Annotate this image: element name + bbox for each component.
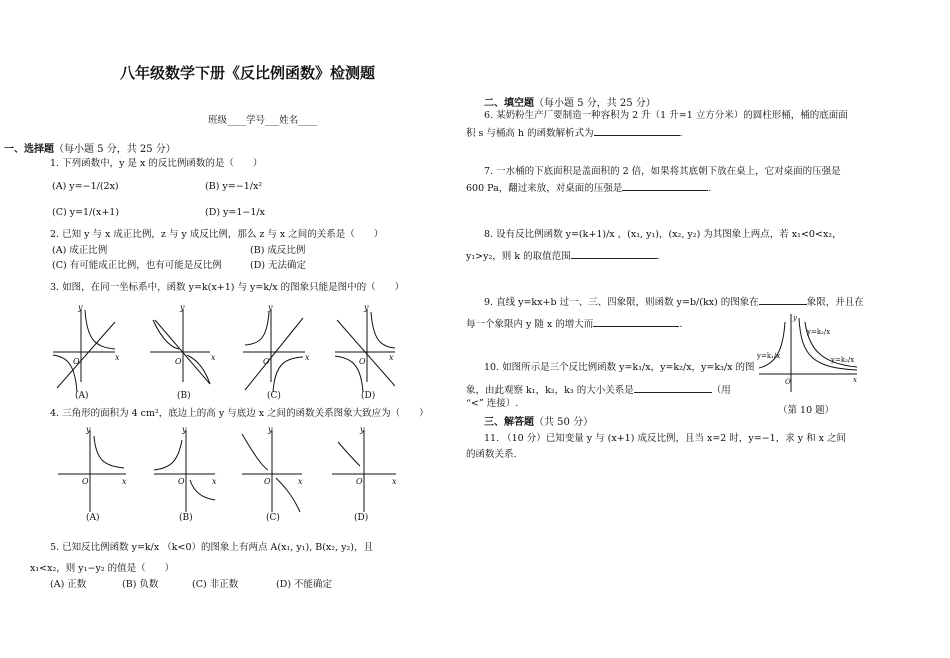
q10-curve-k1 bbox=[759, 322, 785, 368]
q5-option-b[interactable]: (B) 负数 bbox=[122, 579, 159, 590]
q1-option-a[interactable]: (A) y=−1/(2x) bbox=[52, 181, 119, 192]
q6-line1: 6. 某奶粉生产厂要制造一种容积为 2 升（1 升=1 立方分米）的圆柱形桶，桶的底面面 bbox=[484, 110, 848, 121]
q10-line2b: （用 bbox=[711, 385, 731, 396]
section-answer-heading bbox=[484, 413, 593, 428]
q8-answer-blank[interactable] bbox=[571, 248, 657, 259]
q9-line1b: 象限，并且在 bbox=[806, 297, 864, 308]
q3-b-axis-x: x bbox=[211, 353, 216, 362]
q10-fig-caption: （第 10 题） bbox=[778, 405, 835, 416]
q3-label-c: (C) bbox=[267, 391, 281, 400]
q4-graph-a bbox=[58, 430, 126, 512]
q5-option-a[interactable]: (A) 正数 bbox=[50, 579, 87, 590]
q5-line2: x₁<x₂，则 y₁−y₂ 的值是（ ） bbox=[30, 563, 175, 574]
section-answer-title: 三、解答题 bbox=[484, 417, 534, 428]
q4-a-origin: O bbox=[82, 477, 89, 486]
q11-line1: 11. （10 分）已知变量 y 与 (x+1) 成反比例，且当 x=2 时，y=−1，求 y 和 x 之间 bbox=[484, 433, 846, 444]
q1-option-d[interactable]: (D) y=1−1/x bbox=[205, 207, 265, 218]
q11-line2: 的函数关系. bbox=[466, 449, 517, 460]
q3-a-axis-y: y bbox=[78, 303, 83, 312]
q7-answer-blank[interactable] bbox=[622, 180, 708, 191]
q3-c-axis-y: y bbox=[268, 303, 273, 312]
q4-label-c: (C) bbox=[266, 513, 280, 522]
q3-label-d: (D) bbox=[361, 391, 376, 400]
svg-text:O: O bbox=[785, 378, 791, 386]
q9-blank-trend[interactable] bbox=[593, 316, 679, 327]
page-title: 八年级数学下册《反比例函数》检测题 bbox=[120, 64, 376, 82]
q5-line1: 5. 已知反比例函数 y=k/x （k<0）的图象上有两点 A(x₁, y₁), B(x₂, y₂)，且 bbox=[50, 542, 374, 553]
section-choice-heading bbox=[4, 140, 176, 155]
q4-graph-d bbox=[332, 430, 396, 512]
q3-b-axis-y: y bbox=[180, 303, 185, 312]
q2-option-b[interactable]: (B) 成反比例 bbox=[250, 245, 306, 256]
svg-text:x: x bbox=[853, 376, 857, 384]
q10-answer-blank[interactable] bbox=[634, 382, 712, 393]
q10-figure bbox=[755, 312, 865, 394]
q8-line1: 8. 设有反比例函数 y=(k+1)/x ，(x₁, y₁)，(x₂, y₂) 为其图象上两点，若 x₁<0<x₂， bbox=[484, 229, 842, 240]
q4-a-axis-x: x bbox=[122, 477, 127, 486]
q4-c-axis-x: x bbox=[298, 477, 303, 486]
q2-option-a[interactable]: (A) 成正比例 bbox=[52, 245, 108, 256]
section-choice-title: 一、选择题 bbox=[4, 144, 54, 155]
q3-a-axis-x: x bbox=[115, 353, 120, 362]
q3-d-axis-x: x bbox=[389, 353, 394, 362]
q7-line2: 600 Pa，翻过来放，对桌面的压强是 bbox=[466, 183, 623, 194]
q9-line2: 每一个象限内 y 随 x 的增大而 bbox=[466, 319, 594, 330]
q10-line1: 10. 如图所示是三个反比例函数 y=k₁/x，y=k₂/x，y=k₃/x 的图 bbox=[484, 362, 755, 373]
q4-d-axis-x: x bbox=[392, 477, 397, 486]
q9-line1-wrap bbox=[484, 294, 864, 309]
q3-label-a: (A) bbox=[75, 391, 89, 400]
q3-graph-a bbox=[53, 310, 115, 392]
q4-d-origin: O bbox=[356, 477, 363, 486]
q4-label-b: (B) bbox=[179, 513, 193, 522]
q10-label-k3: y=k₃/x bbox=[831, 356, 855, 364]
q2-option-c[interactable]: (C) 有可能成正比例，也有可能是反比例 bbox=[52, 260, 222, 271]
q1-stem: 1. 下列函数中，y 是 x 的反比例函数的是（ ） bbox=[50, 158, 263, 169]
q9-line2-wrap: 每一个象限内 y 随 x 的增大而 . bbox=[466, 316, 682, 331]
q6-line2: 积 s 与桶高 h 的函数解析式为 bbox=[466, 128, 594, 139]
section-fill-title: 二、填空题 bbox=[484, 98, 534, 109]
section-choice-note: （每小题 5 分，共 25 分） bbox=[54, 144, 176, 155]
q4-a-axis-y: y bbox=[86, 425, 91, 434]
section-fill-heading bbox=[484, 94, 656, 109]
q4-b-origin: O bbox=[178, 477, 185, 486]
q9-blank-quadrant[interactable] bbox=[759, 294, 807, 305]
q4-graphs bbox=[50, 422, 400, 522]
q3-graph-b bbox=[150, 310, 210, 384]
q7-line2-wrap: 600 Pa，翻过来放，对桌面的压强是 . bbox=[466, 180, 711, 195]
q3-graph-d bbox=[335, 310, 395, 392]
section-answer-note: （共 50 分） bbox=[534, 417, 594, 428]
q3-label-b: (B) bbox=[177, 391, 191, 400]
q2-stem: 2. 已知 y 与 x 成正比例，z 与 y 成反比例，那么 z 与 x 之间的关系是（ ） bbox=[50, 229, 384, 240]
q5-option-d[interactable]: (D) 不能确定 bbox=[276, 579, 333, 590]
q1-option-c[interactable]: (C) y=1/(x+1) bbox=[52, 207, 120, 218]
q10-line2-wrap bbox=[466, 382, 731, 397]
q3-b-origin: O bbox=[175, 357, 182, 366]
q9-line1a: 9. 直线 y=kx+b 过一、三、四象限，则函数 y=b/(kx) 的图象在 bbox=[484, 297, 759, 308]
q3-c-axis-x: x bbox=[305, 353, 310, 362]
q10-line2a: 象，由此观察 k₁，k₂，k₃ 的大小关系是 bbox=[466, 385, 634, 396]
q4-c-origin: O bbox=[264, 477, 271, 486]
q8-line2-wrap: y₁>y₂，则 k 的取值范围 . bbox=[466, 248, 660, 263]
q8-line2: y₁>y₂，则 k 的取值范围 bbox=[466, 251, 571, 262]
q4-c-axis-y: y bbox=[268, 425, 273, 434]
q3-d-origin: O bbox=[359, 357, 366, 366]
q3-a-origin: O bbox=[73, 357, 80, 366]
q4-label-d: (D) bbox=[354, 513, 369, 522]
q1-option-b[interactable]: (B) y=−1/x² bbox=[205, 181, 263, 192]
q4-d-axis-y: y bbox=[360, 425, 365, 434]
q4-b-axis-y: y bbox=[182, 425, 187, 434]
svg-text:y: y bbox=[793, 314, 797, 322]
q7-line1: 7. 一水桶的下底面积是盖面积的 2 倍，如果将其底朝下放在桌上，它对桌面的压强是 bbox=[484, 166, 841, 177]
q4-label-a: (A) bbox=[86, 513, 100, 522]
q3-d-axis-y: y bbox=[364, 303, 369, 312]
section-fill-note: （每小题 5 分，共 25 分） bbox=[534, 98, 656, 109]
q4-graph-b bbox=[154, 430, 215, 512]
q4-graph-c bbox=[242, 430, 302, 512]
q4-b-axis-x: x bbox=[212, 477, 217, 486]
q4-stem: 4. 三角形的面积为 4 cm²，底边上的高 y 与底边 x 之间的函数关系图象大致应为（ ） bbox=[50, 408, 429, 419]
q5-option-c[interactable]: (C) 非正数 bbox=[192, 579, 239, 590]
q10-label-k2: y=k₂/x bbox=[807, 328, 831, 336]
q3-graph-c bbox=[243, 310, 305, 392]
q3-c-origin: O bbox=[263, 357, 270, 366]
q3-graphs bbox=[45, 300, 395, 400]
q10-line3: “<” 连接）. bbox=[466, 398, 519, 409]
q2-option-d[interactable]: (D) 无法确定 bbox=[250, 260, 307, 271]
student-info: 班级____学号___姓名____ bbox=[208, 115, 318, 126]
q3-stem: 3. 如图，在同一坐标系中，函数 y=k(x+1) 与 y=k/x 的图象只能是图中的（ ） bbox=[50, 282, 405, 293]
q6-line2-wrap: 积 s 与桶高 h 的函数解析式为 . bbox=[466, 125, 683, 140]
q10-label-k1: y=k₁/x bbox=[757, 352, 781, 360]
q6-answer-blank[interactable] bbox=[594, 125, 680, 136]
